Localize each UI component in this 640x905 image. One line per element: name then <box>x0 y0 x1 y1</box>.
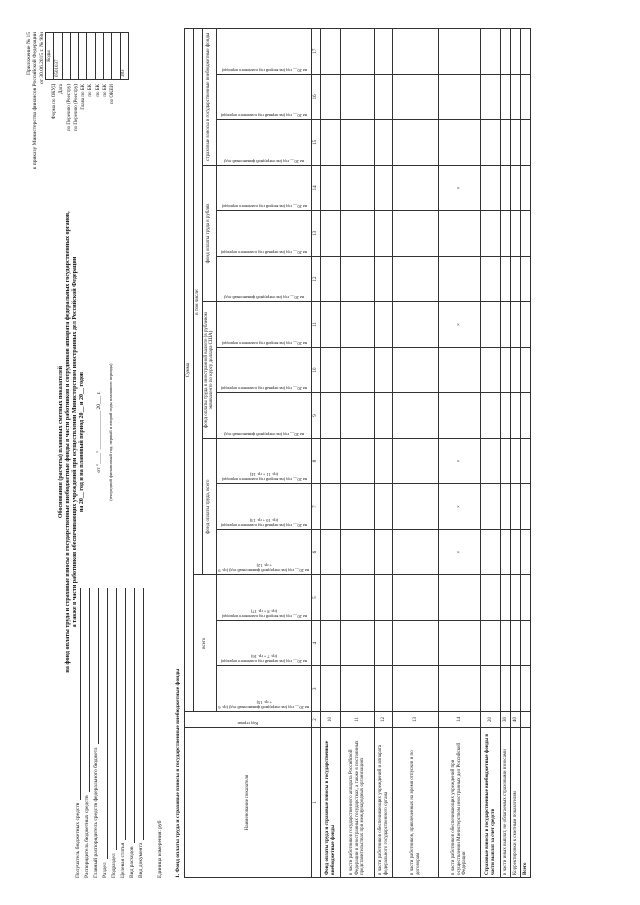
value-cell[interactable] <box>321 393 341 439</box>
code-label: по БК <box>88 84 94 97</box>
subcolumn-label: на 20__ год (на второй год планового периода) <box>221 204 307 210</box>
row-name: Фонд оплаты труда и страховые взносы в государственные внебюджетные фонды <box>321 728 341 878</box>
value-cell[interactable] <box>521 484 531 530</box>
value-cell[interactable] <box>511 575 521 621</box>
value-cell[interactable] <box>481 120 501 166</box>
value-cell[interactable] <box>521 529 531 575</box>
value-cell[interactable] <box>439 74 481 120</box>
title-line4: на 20__ год и на плановый период 20__ и 20__ годов <box>78 371 85 513</box>
row-code: 30 <box>501 712 511 728</box>
column-number: 7 <box>312 484 321 530</box>
value-cell[interactable] <box>511 165 521 211</box>
table-body <box>321 29 531 878</box>
value-cell[interactable] <box>521 211 531 257</box>
value-cell[interactable] <box>501 211 511 257</box>
value-cell[interactable] <box>481 74 501 120</box>
value-cell[interactable] <box>481 256 501 302</box>
value-cell[interactable] <box>511 529 521 575</box>
code-label: Глава по БК <box>81 84 87 110</box>
value-cell[interactable] <box>521 666 531 712</box>
subcolumn-label: на 20__ год (на второй год планового периода) (гр. 8 + гр. 17) <box>221 609 307 619</box>
subcolumn-header <box>217 302 312 348</box>
header-field <box>135 588 144 878</box>
value-cell[interactable] <box>393 620 439 666</box>
unit-line: Единица измерения: руб <box>157 820 163 878</box>
header-field-label: Подраздел <box>110 853 117 878</box>
value-cell[interactable] <box>439 120 481 166</box>
row-name: Всего <box>521 728 531 878</box>
subcolumn-label: на 20__ год (на очередной финансовый год) (гр. 9 + гр. 12) <box>218 563 310 574</box>
header-field <box>81 588 90 878</box>
value-cell[interactable] <box>393 393 439 439</box>
value-cell[interactable] <box>341 302 375 348</box>
fill-line[interactable] <box>128 588 135 843</box>
value-cell[interactable] <box>481 165 501 211</box>
value-cell[interactable] <box>341 529 375 575</box>
header-field-label: Вид расходов <box>128 846 135 878</box>
value-cell[interactable] <box>375 211 393 257</box>
value-cell[interactable] <box>341 575 375 621</box>
value-cell[interactable] <box>321 120 341 166</box>
code-label: по Перечню (Реестру) <box>73 84 79 132</box>
value-cell[interactable] <box>511 211 521 257</box>
appendix-note <box>26 32 45 292</box>
row-name: в части работников обеспечивающих учреждений и аппарата федерального государственного органа <box>375 728 393 878</box>
table-row <box>341 29 375 878</box>
subcolumn-header <box>217 393 312 439</box>
column-number: 9 <box>312 393 321 439</box>
rotated-form <box>12 12 627 892</box>
column-number: 11 <box>312 302 321 348</box>
subcolumn-header <box>217 165 312 211</box>
subcolumn-label: на 20__ год (на второй год планового периода) <box>221 67 307 73</box>
table-row <box>511 29 521 878</box>
x-mark: × <box>439 165 481 211</box>
subcolumn-label: на 20__ год (на очередной финансовый год) (гр. 6 + гр. 15) <box>218 700 310 710</box>
subcolumn-header <box>217 484 312 530</box>
subcolumn-label: на 20__ год (на первый год планового периода) <box>220 113 308 119</box>
code-cell: 0501037 <box>54 33 62 80</box>
code-cell <box>62 33 70 80</box>
value-cell[interactable] <box>321 620 341 666</box>
value-cell[interactable] <box>393 438 439 484</box>
col-code-header <box>185 712 312 728</box>
value-cell[interactable] <box>375 620 393 666</box>
row-code <box>521 712 531 728</box>
value-cell[interactable] <box>393 120 439 166</box>
value-cell[interactable] <box>375 256 393 302</box>
value-cell[interactable] <box>501 575 511 621</box>
value-cell[interactable] <box>341 347 375 393</box>
value-cell[interactable] <box>341 620 375 666</box>
value-cell[interactable] <box>393 74 439 120</box>
fill-line[interactable] <box>83 588 90 792</box>
value-cell[interactable] <box>341 29 375 75</box>
column-number: 3 <box>312 666 321 712</box>
subcolumn-header <box>217 575 312 621</box>
value-cell[interactable] <box>511 666 521 712</box>
codes-box <box>45 32 129 80</box>
value-cell[interactable] <box>321 666 341 712</box>
column-number: 4 <box>312 620 321 666</box>
column-number-row <box>312 29 321 878</box>
value-cell[interactable] <box>521 302 531 348</box>
fill-line[interactable] <box>119 588 126 840</box>
column-number: 15 <box>312 120 321 166</box>
value-cell[interactable] <box>341 211 375 257</box>
subcolumn-label: на 20__ год (на второй год планового периода) (гр. 11 + гр. 14) <box>221 472 307 483</box>
subcolumn-header <box>217 347 312 393</box>
fill-line[interactable] <box>110 588 117 850</box>
subcolumn-header <box>217 256 312 302</box>
column-number: 1 <box>312 728 321 878</box>
value-cell[interactable] <box>321 575 341 621</box>
value-cell[interactable] <box>481 438 501 484</box>
group-fot-total-header: фонд оплаты труда, всего <box>202 438 217 575</box>
value-cell[interactable] <box>393 575 439 621</box>
value-cell[interactable] <box>481 29 501 75</box>
appendix-line2: к приказу Министерства финансов Российской Федерации <box>32 32 39 170</box>
value-cell[interactable] <box>341 165 375 211</box>
value-cell[interactable] <box>341 120 375 166</box>
value-cell[interactable] <box>439 347 481 393</box>
value-cell[interactable] <box>393 29 439 75</box>
value-cell[interactable] <box>481 302 501 348</box>
group-ins-header: страховые взносы в государственные внебюджетные фонды <box>202 29 217 166</box>
value-cell[interactable] <box>341 393 375 439</box>
value-cell[interactable] <box>393 165 439 211</box>
value-cell[interactable] <box>521 120 531 166</box>
header-field-label: Главный распорядитель средств федерального бюджета <box>92 747 99 878</box>
column-number: 14 <box>312 165 321 211</box>
value-cell[interactable] <box>321 438 341 484</box>
value-cell[interactable] <box>393 347 439 393</box>
value-cell[interactable] <box>501 529 511 575</box>
value-cell[interactable] <box>439 575 481 621</box>
value-cell[interactable] <box>321 347 341 393</box>
value-cell[interactable] <box>375 529 393 575</box>
value-cell[interactable] <box>321 74 341 120</box>
value-cell[interactable] <box>341 256 375 302</box>
x-mark: × <box>439 484 481 530</box>
column-number: 5 <box>312 575 321 621</box>
value-cell[interactable] <box>375 165 393 211</box>
value-cell[interactable] <box>481 484 501 530</box>
header-field-label: Целевая статья <box>119 842 126 878</box>
column-number: 8 <box>312 438 321 484</box>
value-cell[interactable] <box>439 29 481 75</box>
subcolumn-label: на 20__ год (на первый год планового периода) (гр. 7 + гр. 16) <box>220 654 308 665</box>
table-row <box>321 29 341 878</box>
value-cell[interactable] <box>521 347 531 393</box>
group-sum-header: Сумма <box>185 29 194 712</box>
header-field <box>126 588 135 878</box>
group-total-header: всего <box>193 575 216 712</box>
subcolumn-label: на 20__ год (на первый год планового периода) <box>220 386 308 392</box>
value-cell[interactable] <box>341 74 375 120</box>
table-row <box>393 29 439 878</box>
subcolumn-header <box>217 529 312 575</box>
header-field <box>90 588 99 878</box>
title-line2: на фонд оплаты труда и страховые взносы в государственные внебюджетные фонды в части работников и сотрудников аппарата федеральных государственных органов, <box>64 211 71 673</box>
table-row <box>521 29 531 878</box>
date-line: от "____" ______________ 20___ г. <box>96 391 102 473</box>
value-cell[interactable] <box>375 575 393 621</box>
value-cell[interactable] <box>481 575 501 621</box>
code-label: по БК <box>95 84 101 97</box>
code-cell <box>79 33 87 80</box>
value-cell[interactable] <box>375 29 393 75</box>
value-cell[interactable] <box>521 74 531 120</box>
row-code: 40 <box>511 712 521 728</box>
fill-line[interactable] <box>101 588 108 859</box>
value-cell[interactable] <box>521 165 531 211</box>
value-cell[interactable] <box>375 120 393 166</box>
value-cell[interactable] <box>481 211 501 257</box>
subcolumn-header <box>217 666 312 712</box>
header-field <box>117 588 126 878</box>
row-code: 11 <box>341 712 375 728</box>
value-cell[interactable] <box>375 484 393 530</box>
code-cell <box>104 33 112 80</box>
value-cell[interactable] <box>321 484 341 530</box>
value-cell[interactable] <box>481 529 501 575</box>
value-cell[interactable] <box>501 256 511 302</box>
column-number: 12 <box>312 256 321 302</box>
code-cell <box>70 33 78 80</box>
header-field <box>99 588 108 878</box>
column-number: 10 <box>312 347 321 393</box>
appendix-line3: от 30.06.2015 г. № 98н <box>38 32 45 85</box>
fill-line[interactable] <box>137 588 144 840</box>
row-name: Страховые взносы в государственные внебюджетные фонды в части выплат за счет средств <box>481 728 501 878</box>
header-field-label: Вид документа <box>137 842 144 878</box>
value-cell[interactable] <box>521 575 531 621</box>
value-cell[interactable] <box>501 347 511 393</box>
value-cell[interactable] <box>321 302 341 348</box>
code-cell <box>95 33 103 80</box>
value-cell[interactable] <box>481 347 501 393</box>
value-cell[interactable] <box>511 302 521 348</box>
column-number: 16 <box>312 74 321 120</box>
value-cell[interactable] <box>511 74 521 120</box>
value-cell[interactable] <box>511 120 521 166</box>
value-cell[interactable] <box>375 666 393 712</box>
code-cell <box>112 33 120 80</box>
value-cell[interactable] <box>375 393 393 439</box>
value-cell[interactable] <box>481 666 501 712</box>
table-row <box>439 29 481 878</box>
x-mark: × <box>439 302 481 348</box>
code-label: по БК <box>103 84 109 97</box>
value-cell[interactable] <box>375 74 393 120</box>
title-line3: а также в части работников обеспечивающих учреждений при осуществлении Министерством иностранных дел Российской Федерации <box>71 256 78 628</box>
subcolumn-label: на 20__ год (на очередной финансовый год) <box>224 295 304 301</box>
subcolumn-label: на 20__ год (на очередной финансовый год) <box>224 158 304 164</box>
group-fot-foreign-header: фонд оплаты труда в иностранной валюте (в рублевом эквиваленте по курсу доллара США) <box>202 302 217 439</box>
subcolumn-label: на 20__ год (на очередной финансовый год) <box>224 431 304 437</box>
value-cell[interactable] <box>375 302 393 348</box>
value-cell[interactable] <box>501 74 511 120</box>
code-cell <box>87 33 95 80</box>
col-name-header: Наименование показателя <box>185 728 312 878</box>
value-cell[interactable] <box>511 256 521 302</box>
value-cell[interactable] <box>501 393 511 439</box>
value-cell[interactable] <box>439 256 481 302</box>
row-code: 12 <box>375 712 393 728</box>
value-cell[interactable] <box>341 484 375 530</box>
header-field <box>108 588 117 878</box>
value-cell[interactable] <box>439 666 481 712</box>
value-cell[interactable] <box>521 393 531 439</box>
row-code: 13 <box>393 712 439 728</box>
value-cell[interactable] <box>521 620 531 666</box>
value-cell[interactable] <box>481 393 501 439</box>
value-cell[interactable] <box>321 529 341 575</box>
title-line1: Обоснования (расчеты) плановых сметных показателей <box>58 365 64 519</box>
code-labels <box>52 84 118 131</box>
subcolumn-label: на 20__ год (на первый год планового периода) (гр. 10 + гр. 13) <box>220 517 308 528</box>
value-cell[interactable] <box>501 165 511 211</box>
value-cell[interactable] <box>511 620 521 666</box>
subcolumn-label: на 20__ год (на первый год планового периода) <box>220 249 308 255</box>
value-cell[interactable] <box>439 620 481 666</box>
value-cell[interactable] <box>511 438 521 484</box>
value-cell[interactable] <box>439 393 481 439</box>
x-mark: × <box>439 438 481 484</box>
header-field-label: Раздел <box>101 862 108 878</box>
code-cell: 383 <box>120 33 128 80</box>
subcolumn-header <box>217 120 312 166</box>
codes-header: Коды <box>46 33 54 80</box>
value-cell[interactable] <box>501 120 511 166</box>
value-cell[interactable] <box>501 29 511 75</box>
table-row <box>481 29 501 878</box>
subcolumn-label: на 20__ год (на второй год планового периода) <box>221 340 307 346</box>
header-field-label: Получатель бюджетных средств <box>74 802 81 878</box>
code-label: Дата <box>59 84 65 94</box>
value-cell[interactable] <box>393 666 439 712</box>
row-name: Корректировки к сметным показателям <box>511 728 521 878</box>
fill-line[interactable] <box>92 588 99 744</box>
subcolumn-header <box>217 211 312 257</box>
value-cell[interactable] <box>501 666 511 712</box>
value-cell[interactable] <box>521 438 531 484</box>
header-field <box>72 588 81 878</box>
value-cell[interactable] <box>393 302 439 348</box>
column-number: 17 <box>312 29 321 75</box>
column-number: 2 <box>312 712 321 728</box>
value-cell[interactable] <box>393 484 439 530</box>
value-cell[interactable] <box>375 347 393 393</box>
column-number: 6 <box>312 529 321 575</box>
value-cell[interactable] <box>341 438 375 484</box>
value-cell[interactable] <box>321 211 341 257</box>
table-row <box>501 29 511 878</box>
x-mark: × <box>439 529 481 575</box>
subcolumn-header <box>217 74 312 120</box>
section-title: 1. Фонд оплаты труда и страховые взносы в государственные внебюджетные фонды <box>175 668 181 878</box>
subcolumn-header <box>217 438 312 484</box>
group-incl-header: в том числе: <box>193 29 202 575</box>
row-code: 14 <box>439 712 481 728</box>
period-note: (очередной финансовый год, первый и второй годы планового периода) <box>108 363 113 501</box>
row-code: 20 <box>481 712 501 728</box>
value-cell[interactable] <box>511 393 521 439</box>
row-name: в части работников обеспечивающих учреждений при осуществлении Министерством иностранных дел Российской Федерации <box>439 728 481 878</box>
value-cell[interactable] <box>393 256 439 302</box>
fill-line[interactable] <box>74 588 81 800</box>
group-fot-rub-header: фонд оплаты труда в рублях <box>202 165 217 302</box>
value-cell[interactable] <box>521 29 531 75</box>
col-code-label: Код строки <box>237 721 259 726</box>
code-label: Форма по ОКУД <box>52 84 57 120</box>
value-cell[interactable] <box>501 438 511 484</box>
header-field-label: Распорядитель бюджетных средств <box>83 795 90 878</box>
value-cell[interactable] <box>501 620 511 666</box>
row-name: в части иных выплат, не облагаемых страховыми взносами <box>501 728 511 878</box>
value-cell[interactable] <box>393 529 439 575</box>
table-row <box>375 29 393 878</box>
value-cell[interactable] <box>511 484 521 530</box>
value-cell[interactable] <box>321 29 341 75</box>
value-cell[interactable] <box>481 620 501 666</box>
value-cell[interactable] <box>501 484 511 530</box>
value-cell[interactable] <box>511 29 521 75</box>
value-cell[interactable] <box>439 211 481 257</box>
value-cell[interactable] <box>501 302 511 348</box>
code-label: по ОКЕИ <box>110 84 116 105</box>
value-cell[interactable] <box>375 438 393 484</box>
value-cell[interactable] <box>341 666 375 712</box>
main-table <box>184 28 531 878</box>
column-number: 13 <box>312 211 321 257</box>
value-cell[interactable] <box>393 211 439 257</box>
value-cell[interactable] <box>521 256 531 302</box>
code-label: по Перечню (Реестру) <box>66 84 72 132</box>
value-cell[interactable] <box>321 256 341 302</box>
subcolumn-header <box>217 29 312 75</box>
header-fields <box>72 588 144 878</box>
value-cell[interactable] <box>511 347 521 393</box>
subcolumn-header <box>217 620 312 666</box>
row-name: в части работников, привлеченных на время отпусков и по договорам <box>393 728 439 878</box>
row-name: в части работников государственного аппарата Российской Федерации в иностранных государствах, а также в постоянных представительствах при международных организациях <box>341 728 375 878</box>
value-cell[interactable] <box>321 165 341 211</box>
appendix-line1: Приложение № 15 <box>26 32 32 76</box>
row-code: 10 <box>321 712 341 728</box>
